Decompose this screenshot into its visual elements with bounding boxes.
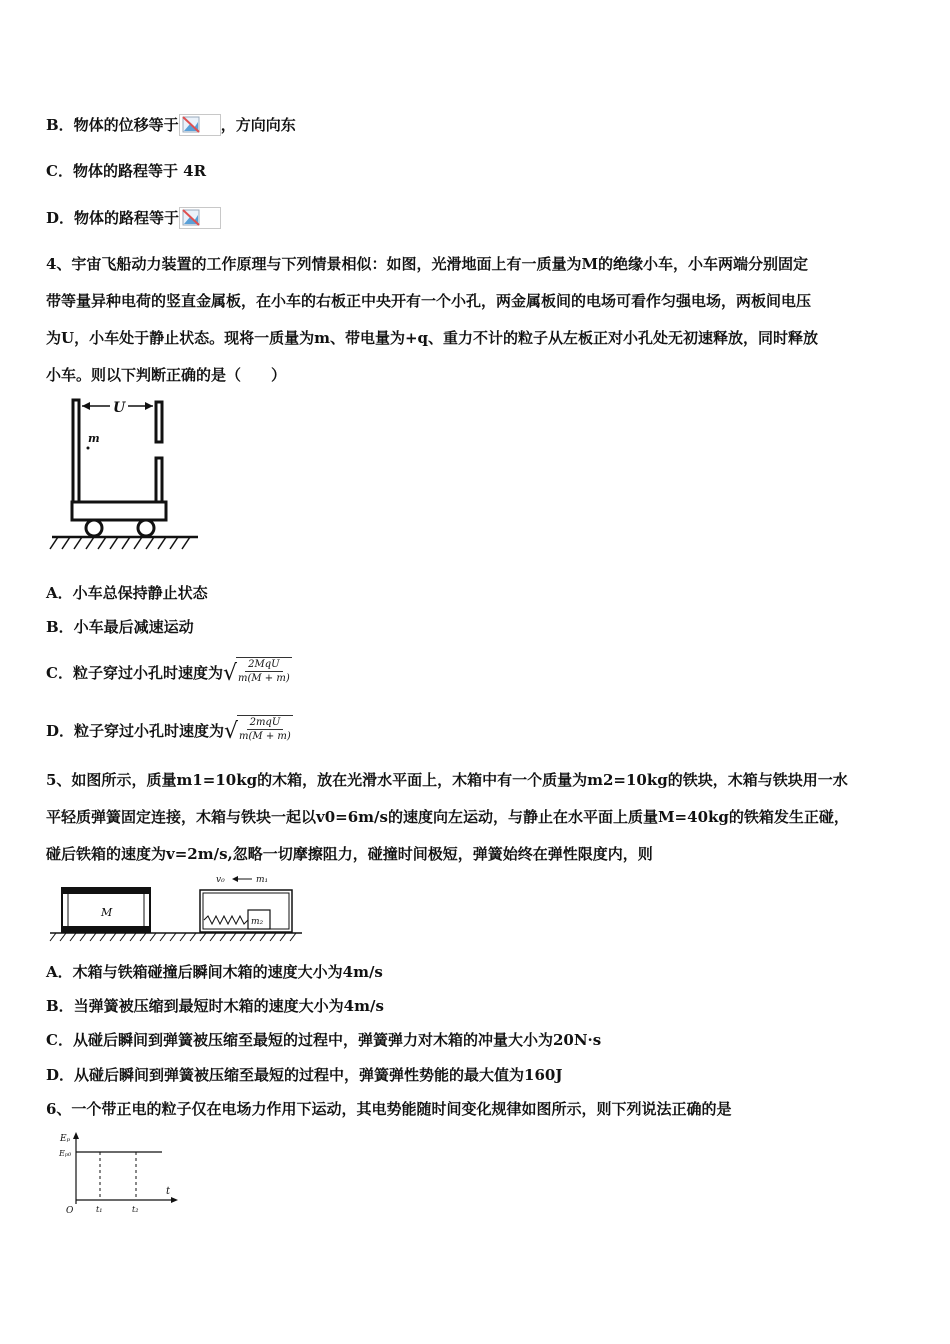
q4-stem-line: 小车。则以下判断正确的是（ ）	[46, 366, 287, 384]
q6-label-t1: t₁	[96, 1205, 103, 1214]
q3-option-b	[46, 114, 296, 136]
q3-option-d-text: D．物体的路程等于	[46, 209, 180, 227]
q6-energy-time-graph	[56, 1128, 186, 1220]
q4-option-c	[46, 656, 292, 691]
broken-image-icon	[179, 114, 221, 136]
q3-option-d	[46, 207, 221, 229]
q5-option-a: A．木箱与铁箱碰撞后瞬间木箱的速度大小为4m/s	[46, 963, 383, 981]
q4-option-c-denominator: m(M + m)	[237, 673, 290, 684]
q5-stem-line: 5、如图所示，质量m1=10kg的木箱，放在光滑水平面上，木箱中有一个质量为m2=10kg的铁块，木箱与铁块用一水	[46, 771, 848, 789]
q5-stem-line: 碰后铁箱的速度为v=2m/s,忽略一切摩擦阻力，碰撞时间极短，弹簧始终在弹性限度内，则	[46, 845, 653, 863]
q4-stem	[46, 246, 908, 394]
q3-option-b-suffix: ，方向向东	[220, 116, 296, 134]
broken-image-icon	[179, 207, 221, 229]
q4-option-d-text: D．粒子穿过小孔时速度为	[46, 722, 225, 740]
q5-label-m1: m₁	[256, 875, 269, 885]
q5-stem	[46, 762, 908, 873]
q6-label-ep0: Eₚ₀	[59, 1149, 72, 1158]
q4-option-d-numerator: 2mqU	[247, 716, 284, 730]
q6-label-origin: O	[66, 1206, 74, 1216]
q5-option-d: D．从碰后瞬间到弹簧被压缩至最短的过程中，弹簧弹性势能的最大值为160J	[46, 1066, 563, 1084]
q4-cart-figure	[46, 396, 206, 556]
q4-stem-line: 为U，小车处于静止状态。现将一质量为m、带电量为+q、重力不计的粒子从左板正对小孔处无初速释放，同时释放	[46, 329, 819, 347]
q5-stem-line: 平轻质弹簧固定连接，木箱与铁块一起以v0=6m/s的速度向左运动，与静止在水平面上质量M=40kg的铁箱发生正碰，	[46, 808, 849, 826]
q6-stem: 6、一个带正电的粒子仅在电场力作用下运动，其电势能随时间变化规律如图所示，则下列说法正确的是	[46, 1100, 732, 1118]
q5-option-c: C．从碰后瞬间到弹簧被压缩至最短的过程中，弹簧弹力对木箱的冲量大小为20N·s	[46, 1031, 602, 1049]
q4-option-c-formula: √ $\frac{\text{2MqU}}{m(M + m)}$	[223, 657, 292, 691]
q4-option-a: A．小车总保持静止状态	[46, 584, 208, 602]
q3-option-b-text: B．物体的位移等于	[46, 116, 179, 134]
q4-option-d-denominator: m(M + m)	[239, 731, 291, 742]
q6-label-ep: Eₚ	[60, 1134, 71, 1144]
q4-label-m: m	[88, 432, 100, 445]
q5-label-v0: v₀	[216, 875, 225, 885]
q3-option-c: C．物体的路程等于 4R	[46, 162, 207, 180]
q4-option-c-numerator: 2MqU	[245, 658, 282, 672]
q4-option-c-text: C．粒子穿过小孔时速度为	[46, 664, 223, 682]
q5-label-m-big: M	[101, 906, 113, 919]
q4-stem-line: 4、宇宙飞船动力装置的工作原理与下列情景相似：如图，光滑地面上有一质量为M的绝缘小车，小车两端分别固定	[46, 255, 809, 273]
q4-option-b: B．小车最后减速运动	[46, 618, 194, 636]
q5-option-b: B．当弹簧被压缩到最短时木箱的速度大小为4m/s	[46, 997, 384, 1015]
q4-option-d-formula: √ $\frac{\text{2mqU}}{m(M + m)}$	[224, 715, 293, 749]
q6-label-t: t	[166, 1186, 171, 1197]
q4-stem-line: 带等量异种电荷的竖直金属板，在小车的右板正中央开有一个小孔，两金属板间的电场可看作匀强电场，两板间电压	[46, 292, 812, 310]
q4-label-u: U	[113, 400, 126, 416]
q4-option-d	[46, 714, 293, 749]
q6-label-t2: t₂	[132, 1205, 139, 1214]
q5-label-m2: m₂	[251, 917, 264, 927]
q5-collision-figure	[46, 872, 306, 944]
